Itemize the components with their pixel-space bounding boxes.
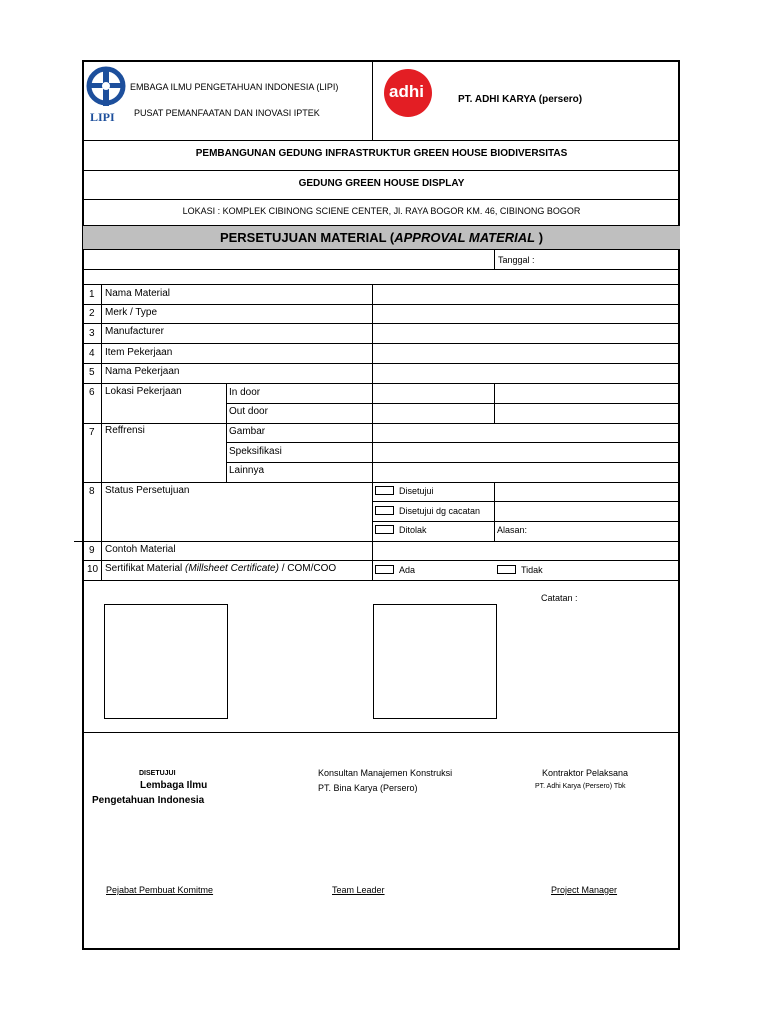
label-lainnya: Lainnya: [229, 465, 265, 476]
option-ditolak: Ditolak: [399, 525, 427, 535]
option-disetujui: Disetujui: [399, 486, 434, 496]
project-title: PEMBANGUNAN GEDUNG INFRASTRUKTUR GREEN HOUSE BIODIVERSITAS: [195, 148, 568, 159]
lipi-unit: PUSAT PEMANFAATAN DAN INOVASI IPTEK: [134, 108, 320, 118]
option-disetujui-catatan: Disetujui dg cacatan: [399, 506, 481, 516]
lipi-emblem-icon: [86, 66, 126, 110]
form-title: PERSETUJUAN MATERIAL (APPROVAL MATERIAL ): [219, 230, 544, 245]
location: LOKASI : KOMPLEK CIBINONG SCIENE CENTER, Jl. RAYA BOGOR KM. 46, CIBINONG BOGOR: [182, 206, 581, 216]
row-number: 7: [89, 427, 95, 438]
label-out-door: Out door: [229, 406, 268, 417]
row-number: 5: [89, 367, 95, 378]
label-lokasi-pekerjaan: Lokasi Pekerjaan: [105, 386, 182, 397]
checkbox-ada[interactable]: [375, 565, 394, 574]
row-number: 3: [89, 328, 95, 339]
checkbox-tidak[interactable]: [497, 565, 516, 574]
adhi-logo: [381, 66, 439, 124]
label-nama-material: Nama Material: [105, 288, 171, 299]
signature-role-team-leader: Team Leader: [332, 885, 385, 895]
label-in-door: In door: [229, 387, 261, 398]
form-frame: [82, 60, 680, 950]
lipi-logo: [86, 66, 126, 126]
owner-name-line2: Pengetahuan Indonesia: [92, 795, 205, 806]
row-number: 2: [89, 308, 95, 319]
label-contoh-material: Contoh Material: [105, 544, 176, 555]
checkbox-disetujui[interactable]: [375, 486, 394, 495]
option-tidak: Tidak: [521, 565, 543, 575]
row-number: 9: [89, 545, 95, 556]
lipi-logo-text: LIPI: [90, 110, 115, 124]
photo-box-left: [104, 604, 228, 719]
notes-label: Catatan :: [541, 593, 578, 603]
adhi-logo-text: adhi: [389, 82, 424, 101]
consultant-title: Konsultan Manajemen Konstruksi: [318, 768, 453, 778]
photo-box-right: [373, 604, 497, 719]
row-number: 6: [89, 387, 95, 398]
lipi-name: EMBAGA ILMU PENGETAHUAN INDONESIA (LIPI): [130, 82, 339, 92]
approved-label: DISETUJUI: [139, 770, 176, 777]
date-label: Tanggal :: [498, 255, 535, 265]
contractor-title: Kontraktor Pelaksana: [542, 768, 629, 778]
header-divider: [372, 62, 373, 140]
row-number: 8: [89, 486, 95, 497]
label-speksifikasi: Speksifikasi: [229, 446, 282, 457]
label-gambar: Gambar: [229, 426, 266, 437]
label-reffrensi: Reffrensi: [105, 425, 145, 436]
label-manufacturer: Manufacturer: [105, 326, 164, 337]
row-number: 10: [87, 564, 99, 575]
signature-role-project-manager: Project Manager: [551, 885, 618, 895]
option-ada: Ada: [399, 565, 416, 575]
contractor-name: PT. ADHI KARYA (persero): [458, 94, 583, 105]
row-number: 4: [89, 348, 95, 359]
signature-role-ppk: Pejabat Pembuat Komitme: [106, 885, 214, 895]
label-status-persetujuan: Status Persetujuan: [105, 485, 190, 496]
row-number: 1: [89, 289, 95, 300]
label-nama-pekerjaan: Nama Pekerjaan: [105, 366, 180, 377]
label-sertifikat-material: Sertifikat Material (Millsheet Certificate) / COM/COO: [105, 563, 337, 574]
owner-name-line1: Lembaga Ilmu: [140, 780, 208, 791]
building-name: GEDUNG GREEN HOUSE DISPLAY: [298, 178, 465, 189]
label-item-pekerjaan: Item Pekerjaan: [105, 347, 173, 358]
consultant-name: PT. Bina Karya (Persero): [318, 783, 418, 793]
checkbox-ditolak[interactable]: [375, 525, 394, 534]
contractor-company: PT. Adhi Karya (Persero) Tbk: [535, 783, 626, 790]
reason-label: Alasan:: [497, 525, 528, 535]
label-merk-type: Merk / Type: [105, 307, 158, 318]
checkbox-disetujui-catatan[interactable]: [375, 506, 394, 515]
